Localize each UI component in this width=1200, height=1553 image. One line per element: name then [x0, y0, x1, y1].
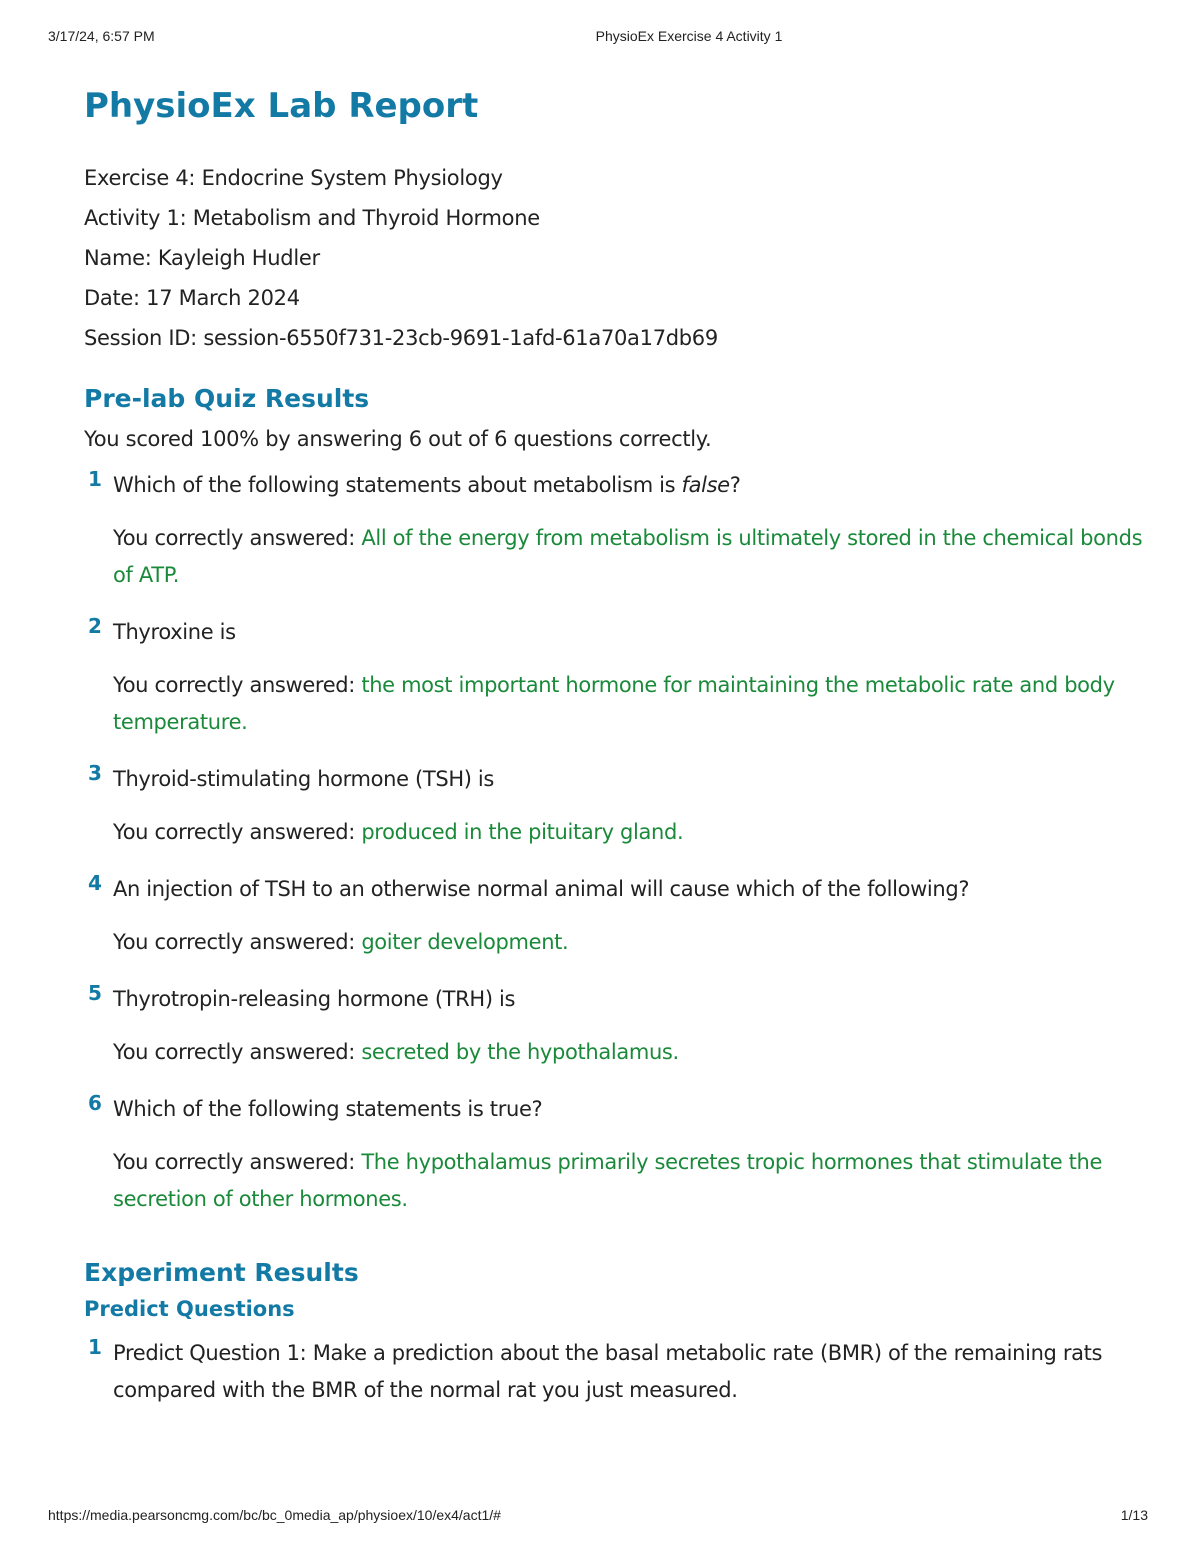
question-text: Thyroid-stimulating hormone (TSH) is — [113, 767, 495, 791]
question-text: Thyroxine is — [113, 620, 236, 644]
print-url: https://media.pearsoncmg.com/bc/bc_0media_ap/physioex/10/ex4/act1/# — [48, 1507, 501, 1523]
correct-answer: secreted by the hypothalamus. — [361, 1040, 679, 1064]
answer-prefix: You correctly answered: — [113, 1150, 362, 1174]
answer-line — [113, 667, 1144, 741]
report-date: Date: 17 March 2024 — [84, 286, 300, 310]
quiz-question-2 — [84, 614, 1144, 741]
print-datetime: 3/17/24, 6:57 PM — [48, 28, 155, 44]
correct-answer: All of the energy from metabolism is ultimately stored in the chemical bonds of ATP. — [113, 526, 1143, 587]
print-header — [0, 28, 1200, 48]
correct-answer: The hypothalamus primarily secretes tropic hormones that stimulate the secretion of other hormones. — [113, 1150, 1103, 1211]
report-title: PhysioEx Lab Report — [84, 86, 479, 126]
predict-question-1 — [84, 1335, 1144, 1409]
answer-line — [113, 1144, 1144, 1218]
report-meta — [84, 158, 1144, 358]
exercise-line: Exercise 4: Endocrine System Physiology — [84, 166, 503, 190]
print-footer — [0, 1507, 1200, 1527]
correct-answer: produced in the pituitary gland. — [361, 820, 684, 844]
question-number: 1 — [88, 1335, 102, 1359]
quiz-question-3 — [84, 761, 1144, 851]
question-number: 6 — [88, 1091, 102, 1115]
correct-answer: goiter development. — [361, 930, 569, 954]
question-text: Predict Question 1: Make a prediction about the basal metabolic rate (BMR) of the remaining rats compared with the BMR of the normal rat you just measured. — [113, 1341, 1103, 1402]
answer-prefix: You correctly answered: — [113, 526, 362, 550]
print-page-title: PhysioEx Exercise 4 Activity 1 — [595, 28, 783, 44]
prelab-heading: Pre-lab Quiz Results — [84, 384, 370, 413]
question-text: Which of the following statements is true? — [113, 1097, 543, 1121]
quiz-question-6 — [84, 1091, 1144, 1218]
student-name: Name: Kayleigh Hudler — [84, 246, 320, 270]
quiz-score: You scored 100% by answering 6 out of 6 questions correctly. — [84, 427, 712, 451]
quiz-question-1 — [84, 467, 1144, 594]
activity-line: Activity 1: Metabolism and Thyroid Hormone — [84, 206, 540, 230]
print-page-number: 1/13 — [1120, 1507, 1148, 1523]
answer-prefix: You correctly answered: — [113, 1040, 362, 1064]
answer-line — [113, 924, 1144, 961]
question-number: 1 — [88, 467, 102, 491]
question-number: 4 — [88, 871, 102, 895]
quiz-question-5 — [84, 981, 1144, 1071]
quiz-question-4 — [84, 871, 1144, 961]
question-number: 5 — [88, 981, 102, 1005]
predict-heading: Predict Questions — [84, 1297, 295, 1321]
answer-line — [113, 1034, 1144, 1071]
question-text: An injection of TSH to an otherwise normal animal will cause which of the following? — [113, 877, 970, 901]
question-text: Thyrotropin-releasing hormone (TRH) is — [113, 987, 516, 1011]
question-text: Which of the following statements about metabolism is false? — [113, 473, 741, 497]
question-number: 3 — [88, 761, 102, 785]
answer-prefix: You correctly answered: — [113, 930, 362, 954]
question-number: 2 — [88, 614, 102, 638]
answer-prefix: You correctly answered: — [113, 820, 362, 844]
correct-answer: the most important hormone for maintaining the metabolic rate and body temperature. — [113, 673, 1115, 734]
answer-prefix: You correctly answered: — [113, 673, 362, 697]
lab-report — [84, 80, 1144, 1409]
answer-line — [113, 814, 1144, 851]
experiment-heading: Experiment Results — [84, 1258, 359, 1287]
answer-line — [113, 520, 1144, 594]
session-id: Session ID: session-6550f731-23cb-9691-1afd-61a70a17db69 — [84, 326, 718, 350]
